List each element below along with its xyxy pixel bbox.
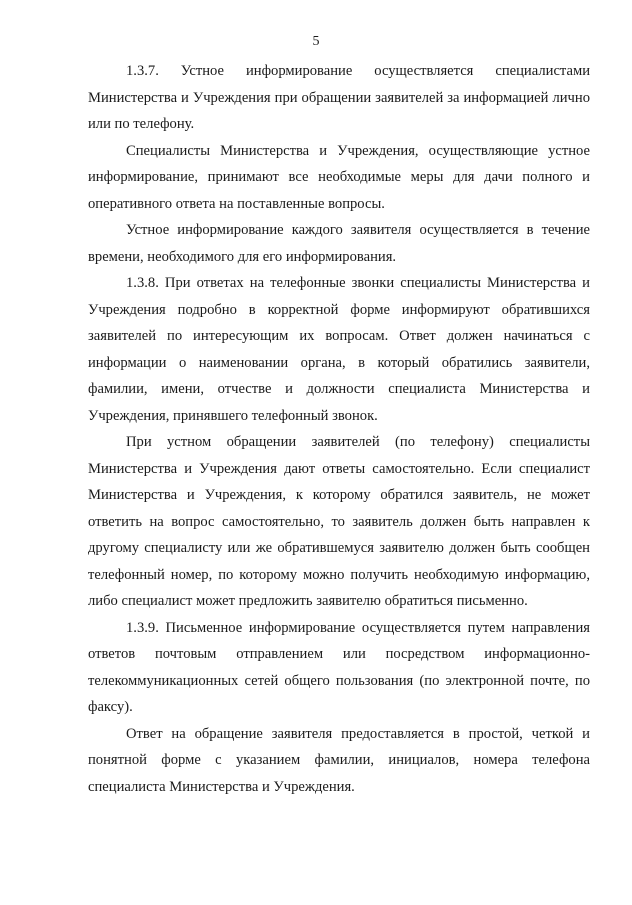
paragraph-1-3-9: 1.3.9. Письменное информирование осуществляется путем направления ответов почтовым отправлением или посредством информационно-телекоммуникационных сетей общего пользования (по электронной почте, по факсу). (88, 619, 590, 715)
paragraph-oral-specialists: Специалисты Министерства и Учреждения, осуществляющие устное информирование, принимают все необходимые меры для дачи полного и оперативного ответа на поставленные вопросы. (88, 142, 590, 212)
paragraph-1-3-7: 1.3.7. Устное информирование осуществляется специалистами Министерства и Учреждения при обращении заявителей за информацией лично или по телефону. (88, 63, 590, 132)
page-number: 5 (312, 34, 320, 49)
paragraph-1-3-8: 1.3.8. При ответах на телефонные звонки специалисты Министерства и Учреждения подробно в корректной форме информируют обратившихся заявителей по интересующим их вопросам. Ответ должен начинаться с информации о наименовании органа, в который обратились заявители, фамилии, имени, отчестве и должности специалиста Министерства и Учреждения, принявшего телефонный звонок. (88, 275, 590, 424)
document-body (88, 58, 590, 800)
paragraph-oral-phone-answers: При устном обращении заявителей (по телефону) специалисты Министерства и Учреждения дают ответы самостоятельно. Если специалист Министерства и Учреждения, к которому обратился заявитель, не может ответить на вопрос самостоятельно, то заявитель должен быть направлен к другому специалисту или же обратившемуся заявителю должен быть сообщен телефонный номер, по которому можно получить необходимую информацию, либо специалист может предложить заявителю обратиться письменно. (88, 434, 590, 609)
paragraph-written-answer: Ответ на обращение заявителя предоставляется в простой, четкой и понятной форме с указанием фамилии, инициалов, номера телефона специалиста Министерства и Учреждения. (88, 725, 590, 795)
paragraph-oral-duration: Устное информирование каждого заявителя осуществляется в течение времени, необходимого для его информирования. (88, 222, 590, 265)
